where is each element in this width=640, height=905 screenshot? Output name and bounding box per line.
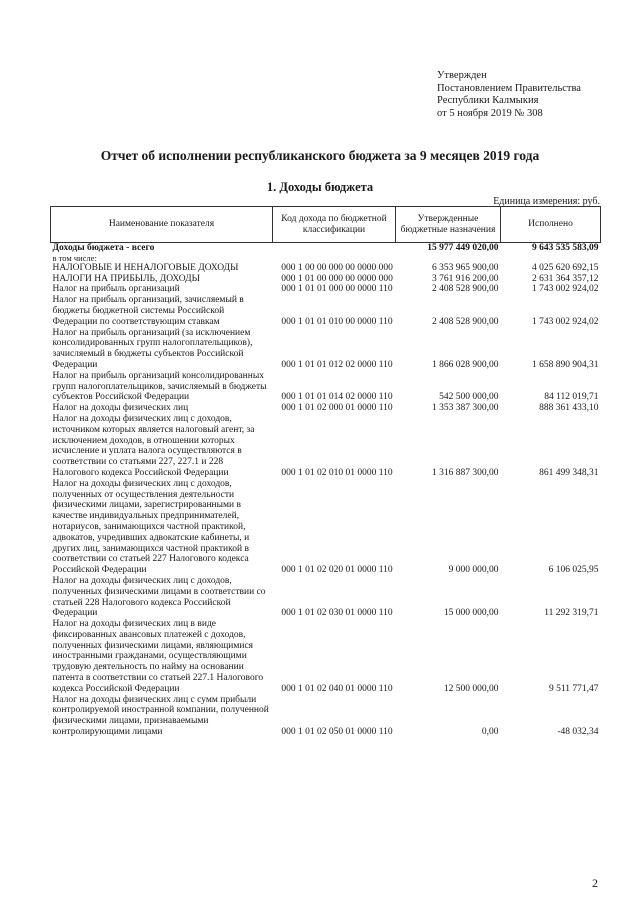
table-row	[51, 328, 601, 371]
row-code: 000 1 01 02 020 01 0000 110	[281, 565, 393, 576]
row-name: Налог на доходы физических лиц с доходов, полученных физическими лицами в соответствии со статьей 228 Налогового кодекса Российской Федерации	[52, 575, 266, 619]
row-approved: 6 353 965 900,00	[432, 262, 499, 273]
row-name: Налог на прибыль организаций, зачисляемый в бюджеты бюджетной системы Российской Федерации по соответствующим ставкам	[52, 295, 244, 327]
row-approved: 1 353 387 300,00	[432, 403, 499, 414]
row-code: 000 1 01 01 014 02 0000 110	[281, 392, 393, 403]
section-title: 1. Доходы бюджета	[266, 180, 374, 194]
row-executed: 9 643 535 583,09	[532, 243, 599, 253]
row-name: в том числе:	[52, 252, 97, 263]
table-row	[51, 695, 601, 738]
row-executed: 9 511 771,47	[548, 683, 599, 694]
header-name: Наименование показателя	[51, 207, 273, 243]
report-title: Отчет об исполнении республиканского бюджета за 9 месяцев 2019 года	[100, 148, 540, 163]
row-approved: 9 000 000,00	[448, 565, 499, 576]
row-executed: 11 292 319,71	[544, 608, 599, 619]
row-code	[273, 254, 396, 263]
row-name: Налог на доходы физических лиц	[52, 403, 189, 414]
row-code: 000 1 01 02 000 01 0000 110	[281, 403, 393, 414]
row-approved: 1 316 887 300,00	[432, 467, 499, 478]
row-name: НАЛОГОВЫЕ И НЕНАЛОГОВЫЕ ДОХОДЫ	[52, 262, 239, 273]
approval-line: от 5 ноября 2019 № 308	[437, 107, 543, 119]
table-row	[51, 263, 601, 274]
row-approved: 542 500 000,00	[439, 392, 499, 403]
row-executed: 4 025 620 692,15	[532, 262, 599, 273]
row-executed: 1 743 002 924,02	[532, 316, 599, 327]
row-code: 000 1 00 00 000 00 0000 000	[281, 262, 393, 273]
row-name: Налог на прибыль организаций	[52, 284, 180, 295]
table-row	[51, 284, 601, 295]
approval-line: Постановлением Правительства	[437, 82, 581, 94]
row-name: Налог на прибыль организаций консолидированных групп налогоплательщиков, зачисляемый в бюджеты субъектов Российской Федерации	[52, 370, 267, 403]
unit-label: Единица измерения: руб.	[493, 196, 600, 207]
row-executed: 6 106 025,95	[548, 565, 599, 576]
header-code: Код дохода по бюджетной классификации	[273, 207, 396, 243]
row-approved: 12 500 000,00	[443, 683, 499, 694]
row-executed: -48 032,34	[557, 727, 599, 738]
row-name: Налог на прибыль организаций (за исключением консолидированных групп налогоплательщиков), зачисляемый в бюджеты субъектов Российской Федерации	[52, 327, 253, 370]
row-name: НАЛОГИ НА ПРИБЫЛЬ, ДОХОДЫ	[52, 273, 200, 284]
table-row	[51, 619, 601, 695]
row-name: Налог на доходы физических лиц с доходов, полученных от осуществления деятельности физическими лицами, зарегистрированными в качестве индивидуальных предпринимателей, нотариусов, занимающихся частной практикой, адвокатов, учредивших адвокатские кабинеты, и других лиц, занимающихся частной практикой в соответствии со статьей 227 Налогового кодекса Российской Федерации	[52, 478, 250, 576]
row-approved: 15 977 449 020,00	[427, 243, 499, 253]
row-executed	[501, 254, 601, 263]
row-approved: 3 761 916 200,00	[432, 273, 499, 284]
row-approved: 15 000 000,00	[443, 608, 499, 619]
row-name: Доходы бюджета - всего	[52, 243, 155, 253]
row-code: 000 1 01 02 050 01 0000 110	[281, 727, 393, 738]
revenue-table	[50, 206, 601, 738]
row-code: 000 1 01 02 040 01 0000 110	[281, 683, 393, 694]
table-row	[51, 576, 601, 619]
row-code: 000 1 01 01 012 02 0000 110	[281, 359, 393, 370]
row-approved: 0,00	[481, 727, 499, 738]
row-code: 000 1 01 00 000 00 0000 000	[281, 273, 393, 284]
approval-stamp	[437, 70, 581, 120]
row-code: 000 1 01 02 010 01 0000 110	[281, 467, 393, 478]
row-code	[273, 243, 396, 254]
row-executed: 1 658 890 904,31	[532, 359, 599, 370]
row-code: 000 1 01 02 030 01 0000 110	[281, 608, 393, 619]
row-code: 000 1 01 01 000 00 0000 110	[281, 284, 393, 295]
row-approved	[396, 254, 501, 263]
approval-line: Республики Калмыкия	[437, 95, 539, 106]
table-header-row	[51, 207, 601, 243]
page-number: 2	[592, 876, 598, 890]
table-row	[51, 414, 601, 479]
row-code: 000 1 01 01 010 00 0000 110	[281, 316, 393, 327]
header-executed: Исполнено	[501, 207, 601, 243]
table-row	[51, 274, 601, 285]
row-approved: 2 408 528 900,00	[432, 284, 499, 295]
row-name: Налог на доходы физических лиц с доходов, источником которых является налоговый агент, за исключением доходов, в отношении которых исчисление и уплата налога осуществляются в соответствии со статьями 227, 227.1 и 228 Налогового кодекса Российской Федерации	[52, 413, 255, 478]
approval-line: Утвержден	[437, 70, 487, 81]
row-approved: 1 866 028 900,00	[432, 359, 499, 370]
table-row	[51, 479, 601, 576]
table-row	[51, 254, 601, 263]
row-executed: 861 499 348,31	[539, 467, 599, 478]
row-executed: 888 361 433,10	[539, 403, 599, 414]
table-row	[51, 403, 601, 414]
row-executed: 1 743 002 924,02	[532, 284, 599, 295]
header-approved: Утвержденные бюджетные назначения	[396, 207, 501, 243]
table-row	[51, 371, 601, 403]
row-executed: 84 112 019,71	[544, 392, 599, 403]
row-executed: 2 631 364 357,12	[532, 273, 599, 284]
table-row	[51, 243, 601, 254]
table-row	[51, 295, 601, 327]
row-approved: 2 408 528 900,00	[432, 316, 499, 327]
row-name: Налог на доходы физических лиц в виде фиксированных авансовых платежей с доходов, полученных физическими лицами, являющимися иностранными гражданами, осуществляющими трудовую деятельность по найму на основании патента в соответствии со статьей 227.1 Налогового кодекса Российской Федерации	[52, 619, 264, 694]
row-name: Налог на доходы физических лиц с сумм прибыли контролируемой иностранной компании, полученной физическими лицами, признаваемыми контролирующими лицами	[52, 694, 269, 738]
